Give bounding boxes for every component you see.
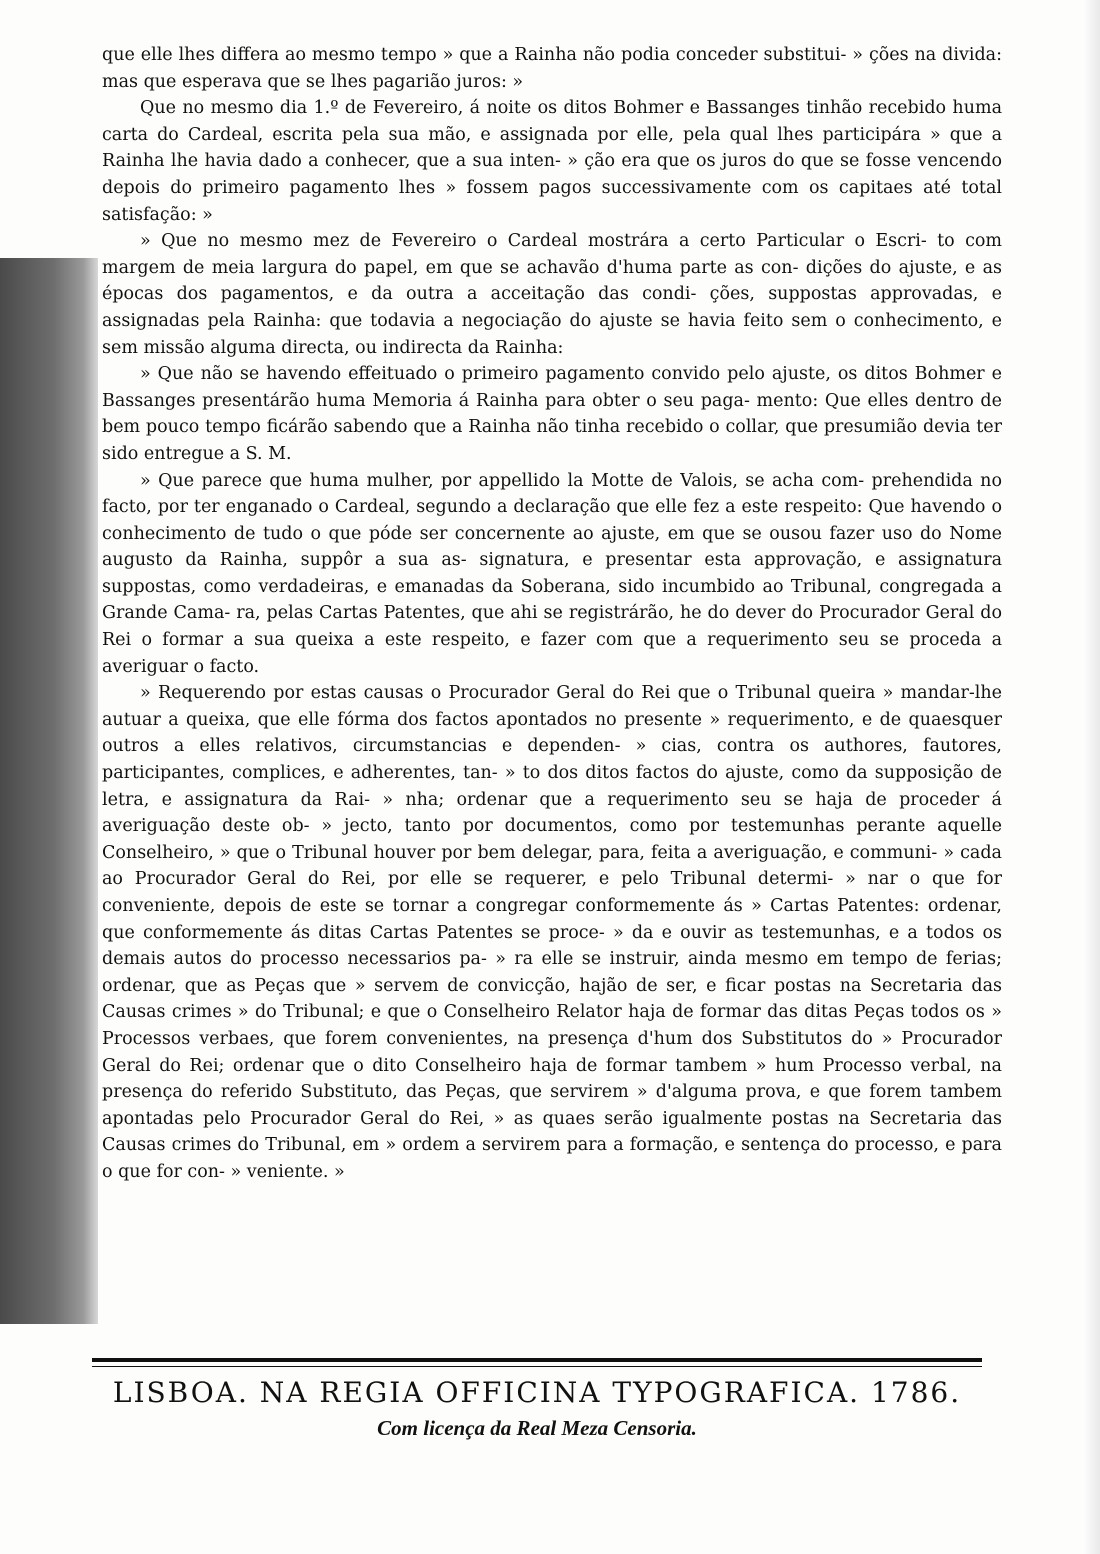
imprint-line: LISBOA. NA REGIA OFFICINA TYPOGRAFICA. 1786. [112,1376,962,1409]
paragraph-2: Que no mesmo dia 1.º de Fevereiro, á noite os ditos Bohmer e Bassanges tinhão recebido huma carta do Cardeal, escrita pela sua mão, e assignada por elle, pela qual lhes participára » que a Rainha lhe havia dado a conhecer, que a sua inten- » ção era que os juros do que se fosse vencendo depois do primeiro pagamento lhes » fossem pagos successivamente com os capitaes até total satisfação: » [102,98,1002,225]
paragraph-5: » Que parece que huma mulher, por appellido la Motte de Valois, se acha com- prehendida no facto, por ter enganado o Cardeal, segundo a declaração que elle fez a este respeito: Que havendo o conhecimento de tudo o que póde ser concernente ao ajuste, em que se ousou fazer uso do Nome augusto da Rainha, suppôr a sua as- signatura, e presentar esta approvação, e assignatura suppostas, como verdadeiras, e emanadas da Soberana, sido incumbido ao Tribunal, congregada a Grande Cama- ra, pelas Cartas Patentes, que ahi se registrárão, he do dever do Procurador Geral do Rei o formar a sua queixa a este respeito, e fazer com que a requerimento seu se proceda a averiguar o facto. [102,470,1002,677]
paragraph-3: » Que no mesmo mez de Fevereiro o Cardeal mostrára a certo Particular o Escri- to com margem de meia largura do papel, em que se achavão d'huma parte as con- dições do ajuste, e as épocas dos pagamentos, e da outra a acceitação das condi- ções, suppostas approvadas, e assignadas pela Rainha: que todavia a negociação do ajuste se havia feito sem o conhecimento, e sem missão alguma directa, ou indirecta da Rainha: [102,231,1002,358]
paragraph-1: que elle lhes differa ao mesmo tempo » que a Rainha não podia conceder substitui- » ções na divida: mas que esperava que se lhes pagarião juros: » [102,45,1002,92]
footer-rule-thin [92,1366,982,1367]
body-text [102,42,1002,1186]
scan-right-edge [1082,0,1100,1554]
paragraph-4: » Que não se havendo effeituado o primeiro pagamento convido pelo ajuste, os ditos Bohmer e Bassanges presentárão huma Memoria á Rainha para obter o seu paga- mento: Que elles dentro de bem pouco tempo ficárão sabendo que a Rainha não tinha recebido o collar, que presumião devia ter sido entregue a S. M. [102,364,1002,464]
scan-shadow-edge [0,258,98,1324]
paragraph-6: » Requerendo por estas causas o Procurador Geral do Rei que o Tribunal queira » mandar-lhe autuar a queixa, que elle fórma dos factos apontados no presente » requerimento, e de quaesquer outros a elles relativos, circumstancias e dependen- » cias, contra os authores, fautores, participantes, complices, e adherentes, tan- » to dos ditos factos do ajuste, como da supposição de letra, e assignatura da Rai- » nha; ordenar que a requerimento seu se haja de proceder á averiguação deste ob- » jecto, tanto por documentos, como por testemunhas perante aquelle Conselheiro, » que o Tribunal houver por bem delegar, para, feita a averiguação, e communi- » cada ao Procurador Geral do Rei, por elle se requerer, e pelo Tribunal determi- » nar o que for conveniente, depois de este se tornar a congregar conformemente ás » Cartas Patentes: ordenar, que conformemente ás ditas Cartas Patentes se proce- » da e ouvir as testemunhas, e a todos os demais autos do processo necessarios pa- » ra elle se instruir, ainda mesmo em tempo de ferias; ordenar, que as Peças que » servem de convicção, hajão de ser, e ficar postas na Secretaria das Causas crimes » do Tribunal; e que o Conselheiro Relator haja de formar das ditas Peças todos os » Processos verbaes, que forem convenientes, na presença d'hum dos Substitutos do » Procurador Geral do Rei; ordenar que o dito Conselheiro haja de formar tambem » hum Processo verbal, na presença do referido Substituto, das Peças, que servirem » d'alguma prova, e que forem tambem apontadas pelo Procurador Geral do Rei, » as quaes serão igualmente postas na Secretaria das Causas crimes do Tribunal, em » ordem a servirem para a formação, e sentença do processo, e para o que for con- » veniente. » [102,683,1002,1182]
license-line: Com licença da Real Meza Censoria. [377,1416,697,1440]
footer-rule-thick [92,1358,982,1362]
